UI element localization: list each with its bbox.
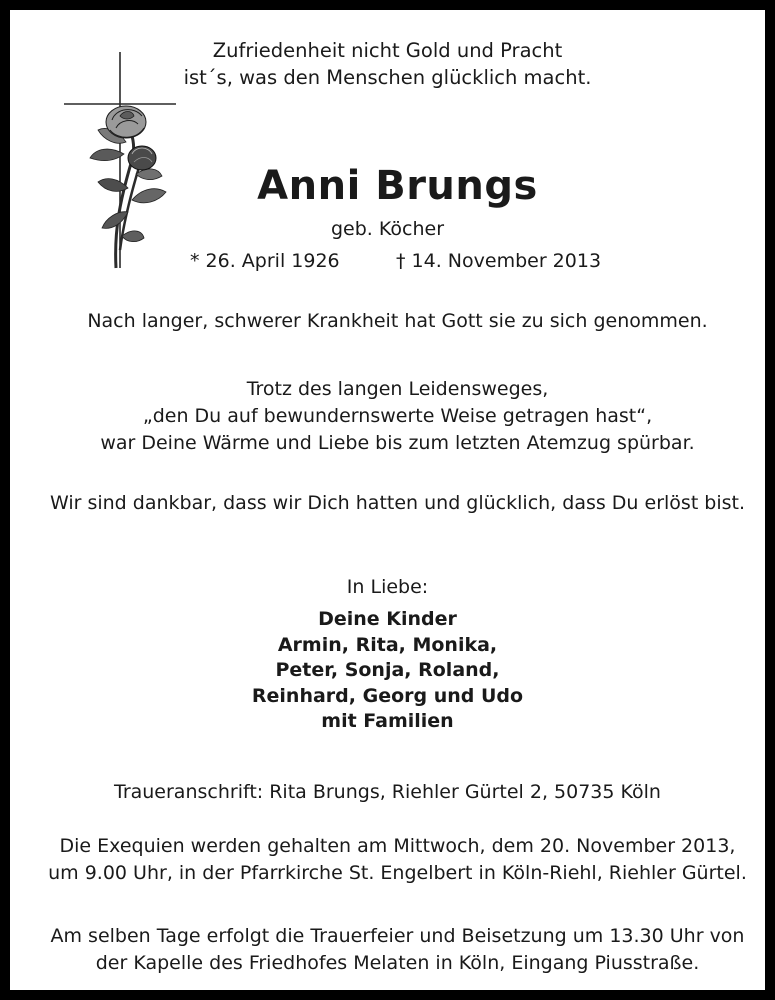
maiden-name: geb. Köcher [330,218,445,240]
burial-info [20,923,775,977]
deceased-name: Anni Brungs [257,163,538,209]
service-info [20,833,775,887]
tribute-line: Trotz des langen Leidensweges, [246,378,549,400]
service-line: Die Exequien werden gehalten am Mittwoch, dem 20. November 2013, [59,835,736,857]
mourners-line: mit Familien [321,710,454,733]
paragraph-tribute [20,376,775,457]
mourners-line: Reinhard, Georg und Udo [251,684,524,707]
paragraph-gratitude: Wir sind dankbar, dass wir Dich hatten und glücklich, dass Du erlöst bist. [49,492,746,514]
mourners-list [10,607,765,735]
motto [10,37,765,91]
life-dates [10,248,775,274]
motto-line: ist´s, was den Menschen glücklich macht. [183,66,592,89]
burial-line: der Kapelle des Friedhofes Melaten in Köln, Eingang Piusstraße. [95,952,700,974]
tribute-line: „den Du auf bewundernswerte Weise getragen hast“, [142,405,653,427]
paragraph-illness: Nach langer, schwerer Krankheit hat Gott sie zu sich genommen. [87,310,708,332]
mourners-line: Armin, Rita, Monika, [277,633,498,656]
burial-line: Am selben Tage erfolgt die Trauerfeier und Beisetzung um 13.30 Uhr von [50,925,745,947]
motto-line: Zufriedenheit nicht Gold und Pracht [212,39,563,62]
tribute-line: war Deine Wärme und Liebe bis zum letzten Atemzug spürbar. [100,432,695,454]
birth-date: * 26. April 1926 [190,250,340,272]
service-line: um 9.00 Uhr, in der Pfarrkirche St. Engelbert in Köln-Riehl, Riehler Gürtel. [48,862,747,884]
death-date: † 14. November 2013 [396,250,602,272]
mourning-address: Traueranschrift: Rita Brungs, Riehler Gürtel 2, 50735 Köln [114,781,661,803]
mourners-line: Deine Kinder [318,608,457,630]
mourners-line: Peter, Sonja, Roland, [275,659,500,682]
mourners-intro: In Liebe: [346,576,429,598]
